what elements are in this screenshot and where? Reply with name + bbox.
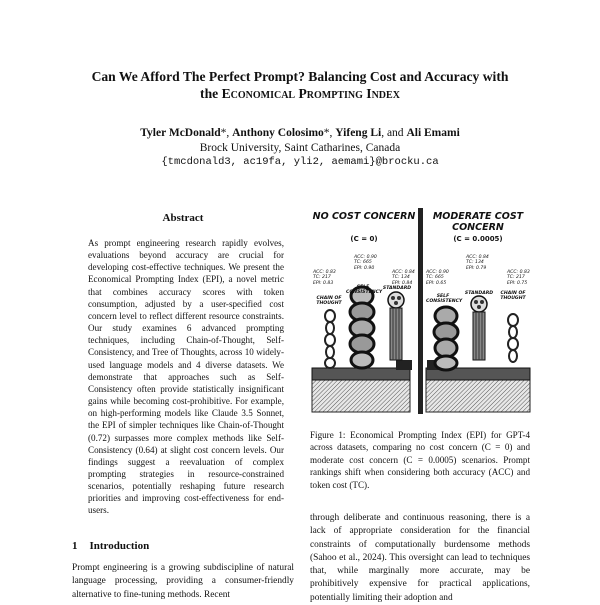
right-chain-thick [434,307,458,370]
left-cable-standard [388,292,404,360]
left-scale-base [312,378,410,412]
left-weight-block [396,360,412,370]
left-label-standard: STANDARD [382,286,412,291]
section-title: Introduction [89,540,150,552]
right-chain-thin [508,314,518,362]
right-label-chain-of-thought: CHAIN OF THOUGHT [500,291,526,302]
abstract-heading: Abstract [162,212,204,224]
left-label-chain-of-thought: CHAIN OF THOUGHT [316,296,342,307]
right-column-text: through deliberate and continuous reasoning, there is a lack of appropriate consideration for the financial constraints of computationally burdensome methods (Sahoo et al., 2024). This oversight can lead to techniques that, while marginally more accurate, may be prohibitively expensive for practical applications, potentially limiting their adoption and [310,513,530,603]
introduction-text: Prompt engineering is a growing subdiscipline of natural language processing, providing a consumer-friendly alternative to fine-tuning methods. Recent [72,563,294,600]
left-left-stats: ACC: 0.83 TC: 217 EPI: 0.83 [313,270,336,286]
affiliation: Brock University, Saint Catharines, Canada [199,141,401,154]
figure-1 [310,208,532,418]
right-panel-scene [426,296,530,412]
author-emails: {tmcdonald3, ac19fa, yli2, aemami}@brocku.ca [161,156,439,168]
paper-title [40,68,560,102]
section-heading-introduction [72,540,161,552]
author-block [40,126,560,170]
left-panel-title: NO COST CONCERN [312,211,416,222]
title-line-1: Can We Afford The Perfect Prompt? Balancing Cost and Accuracy with [91,69,509,84]
author-names: Tyler McDonald*, Anthony Colosimo*, Yifeng Li, and Ali Emami [140,127,460,139]
left-chain-thick [350,287,374,368]
title-line-2: the Economical Prompting Index [200,86,400,101]
left-panel-condition: (C = 0) [350,235,378,243]
left-chain-thin [325,310,335,368]
right-cable-standard [471,296,487,360]
left-scale-platform [312,368,410,380]
section-number: 1 [72,540,78,552]
left-top-stats: ACC: 0.90 TC: 665 EPI: 0.90 [354,255,377,271]
right-panel-title: MODERATE COST CONCERN [432,211,524,233]
right-top-stats: ACC: 0.84 TC: 134 EPI: 0.79 [466,255,489,271]
right-label-self-consistency: SELF CONSISTENCY [426,294,463,305]
panel-divider [418,208,423,414]
abstract-text: As prompt engineering research rapidly evolves, evaluations beyond accuracy are crucial for developing cost-effective techniques. We present the Economical Prompting Index (EPI), a novel metric that combines accuracy scores with token consumption, adjusted by a user-specified cost concern level to reflect different resource constraints. Our study examines 6 advanced prompting techniques, including Chain-of-Thought, Self-Consistency, and Tree of Thoughts, across 10 widely-used language models and 4 diverse datasets. We demonstrate that approaches such as Self-Consistency often provide statistically insignificant gains while becoming cost-prohibitive. For example, on high-performing models like Claude 3.5 Sonnet, the EPI of simpler techniques like Chain-of-Thought (0.72) surpasses more complex methods like Self-Consistency (0.64) at slight cost concern levels. Our findings suggest a reevaluation of complex prompting strategies in resource-constrained scenarios, potentially reshaping future research priorities and improving cost-effectiveness for end-users. [88,238,284,516]
right-label-standard: STANDARD [464,291,494,296]
right-right-stats: ACC: 0.83 TC: 217 EPI: 0.75 [507,270,530,286]
left-right-stats: ACC: 0.84 TC: 134 EPI: 0.84 [392,270,415,286]
right-left-stats: ACC: 0.90 TC: 665 EPI: 0.65 [426,270,449,286]
right-panel-condition: (C = 0.0005) [453,235,503,243]
figure-caption: Figure 1: Economical Prompting Index (EPI) for GPT-4 across datasets, comparing no cost concern (C = 0) and moderate cost concern (C = 0.0005) scenarios. Prompt rankings shift when considering both accuracy (ACC) and token cost (TC). [310,430,530,490]
right-scale-base [426,378,530,412]
left-label-self-consistency: SELF CONSISTENCY [346,285,383,296]
